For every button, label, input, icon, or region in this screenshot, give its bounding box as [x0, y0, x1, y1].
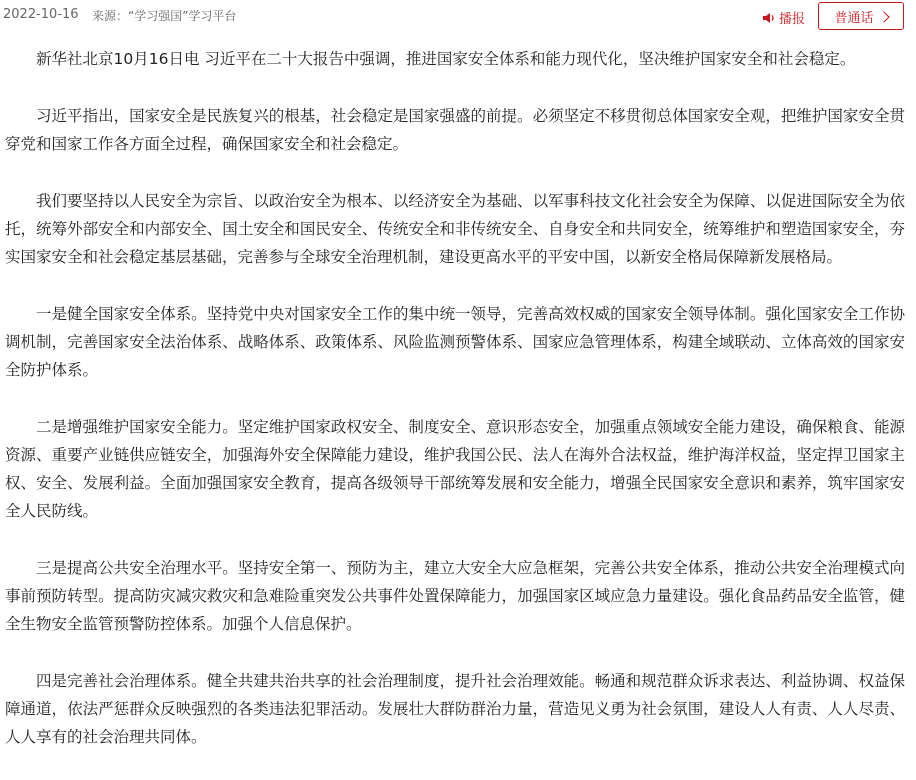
article-paragraph: 四是完善社会治理体系。健全共建共治共享的社会治理制度，提升社会治理效能。畅通和规范群众诉求表达、利益协调、权益保障通道，依法严惩群众反映强烈的各类违法犯罪活动。发展壮大群防群治力量，营造见义勇为社会氛围，建设人人有责、人人尽责、人人享有的社会治理共同体。: [5, 672, 905, 746]
article-paragraph: 新华社北京10月16日电 习近平在二十大报告中强调，推进国家安全体系和能力现代化，坚决维护国家安全和社会稳定。: [36, 50, 856, 68]
article-body: [5, 45, 905, 780]
broadcast-button[interactable]: [762, 8, 805, 27]
article-paragraph: 二是增强维护国家安全能力。坚定维护国家政权安全、制度安全、意识形态安全，加强重点领域安全能力建设，确保粮食、能源资源、重要产业链供应链安全，加强海外安全保障能力建设，维护我国公民、法人在海外合法权益，维护海洋权益，坚定捍卫国家主权、安全、发展利益。全面加强国家安全教育，提高各级领导干部统筹发展和安全能力，增强全民国家安全意识和素养，筑牢国家安全人民防线。: [5, 418, 905, 520]
mandarin-mode-button[interactable]: [818, 2, 904, 30]
source-label: 来源：“学习强国”学习平台: [92, 9, 237, 23]
mandarin-mode-label: 普通话: [834, 10, 874, 26]
publish-date: 2022-10-16: [3, 7, 79, 22]
article-paragraph: 三是提高公共安全治理水平。坚持安全第一、预防为主，建立大安全大应急框架，完善公共安全体系，推动公共安全治理模式向事前预防转型。提高防灾减灾救灾和急难险重突发公共事件处置保障能力，加强国家区域应急力量建设。强化食品药品安全监管，健全生物安全监管预警防控体系。加强个人信息保护。: [5, 559, 905, 633]
speaker-icon: [762, 12, 776, 24]
article-paragraph: 一是健全国家安全体系。坚持党中央对国家安全工作的集中统一领导，完善高效权威的国家安全领导体制。强化国家安全工作协调机制，完善国家安全法治体系、战略体系、政策体系、风险监测预警体系、国家应急管理体系，构建全域联动、立体高效的国家安全防护体系。: [5, 305, 905, 379]
chevron-right-icon: [878, 11, 889, 22]
article-paragraph: 习近平指出，国家安全是民族复兴的根基，社会稳定是国家强盛的前提。必须坚定不移贯彻总体国家安全观，把维护国家安全贯穿党和国家工作各方面全过程，确保国家安全和社会稳定。: [5, 107, 905, 153]
broadcast-label: 播报: [779, 12, 806, 27]
article-paragraph: 我们要坚持以人民安全为宗旨、以政治安全为根本、以经济安全为基础、以军事科技文化社会安全为保障、以促进国际安全为依托，统筹外部安全和内部安全、国土安全和国民安全、传统安全和非传统安全、自身安全和共同安全，统筹维护和塑造国家安全，夯实国家安全和社会稳定基层基础，完善参与全球安全治理机制，建设更高水平的平安中国，以新安全格局保障新发展格局。: [5, 192, 905, 266]
article-meta-bar: [0, 0, 916, 34]
